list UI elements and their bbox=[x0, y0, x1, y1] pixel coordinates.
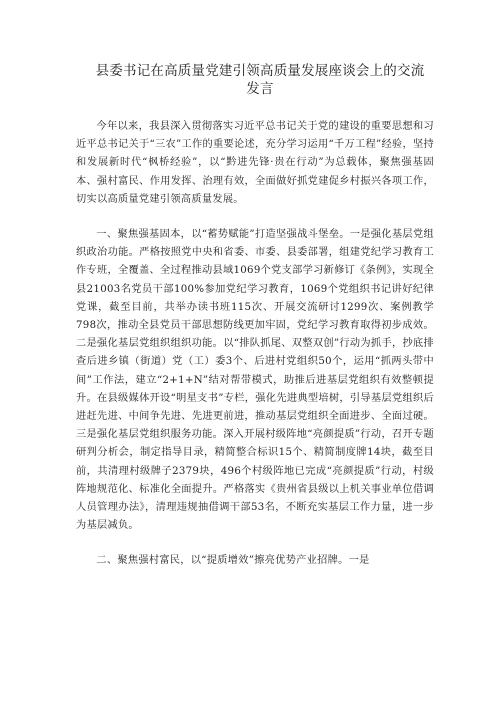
document-title: 县委书记在高质量党建引领高质量发展座谈会上的交流发言 bbox=[95, 63, 425, 97]
paragraph-intro: 今年以来，我县深入贯彻落实习近平总书记关于党的建设的重要思想和习近平总书记关于“三农”工作的重要论述，充分学习运用“千万工程”经验，坚持和发展新时代“枫桥经验”，以“黔进先锋·贵在行动”为总载体，聚焦强基固本、强村富民、作用发挥、治理有效，全面做好抓党建促乡村振兴各项工作，切实以高质量党建引领高质量发展。 bbox=[76, 121, 434, 205]
document-body bbox=[76, 118, 434, 571]
paragraph-section-two: 二、聚焦强村富民，以“提质增效”擦亮优势产业招牌。一是 bbox=[96, 555, 370, 567]
paragraph-section-one: 一、聚焦强基固本，以“蓄势赋能”打造坚强战斗堡垒。一是强化基层党组织政治功能。严格按照党中央和省委、市委、县委部署，组建党纪学习教育工作专班，全覆盖、全过程推动县域1069个党支部学习新修订《条例》，实现全县21003名党员干部100%参加党纪学习教育，1069个党组织书记讲好纪律党课，截至目前，共举办读书班115次、开展交流研讨1299次、案例教学798次，推动全县党员干部思想防线更加牢固，党纪学习教育取得初步成效。二是强化基层党组织组织功能。以“排队抓尾、双整双创”行动为抓手，抄底排查后进乡镇（街道）党（工）委3个、后进村党组织50个，运用“抓两头带中间”工作法，建立“2+1+N”结对帮带模式，助推后进基层党组织有效整顿提升。在县级媒体开设“明星支书”专栏，强化先进典型培树，引导基层党组织后进赶先进、中间争先进、先进更前进，推动基层党组织全面进步、全面过硬。三是强化基层党组织服务功能。深入开展村级阵地“亮颜提质”行动，召开专题研判分析会，制定指导目录，精简整合标识15个、精简制度牌14块，截至目前，共清理村级牌子2379块，496个村级阵地已完成“亮颜提质”行动，村级阵地规范化、标准化全面提升。严格落实《贵州省县级以上机关事业单位借调人员管理办法》，清理违规抽借调干部53名，不断充实基层工作力量，进一步为基层减负。 bbox=[76, 229, 434, 532]
